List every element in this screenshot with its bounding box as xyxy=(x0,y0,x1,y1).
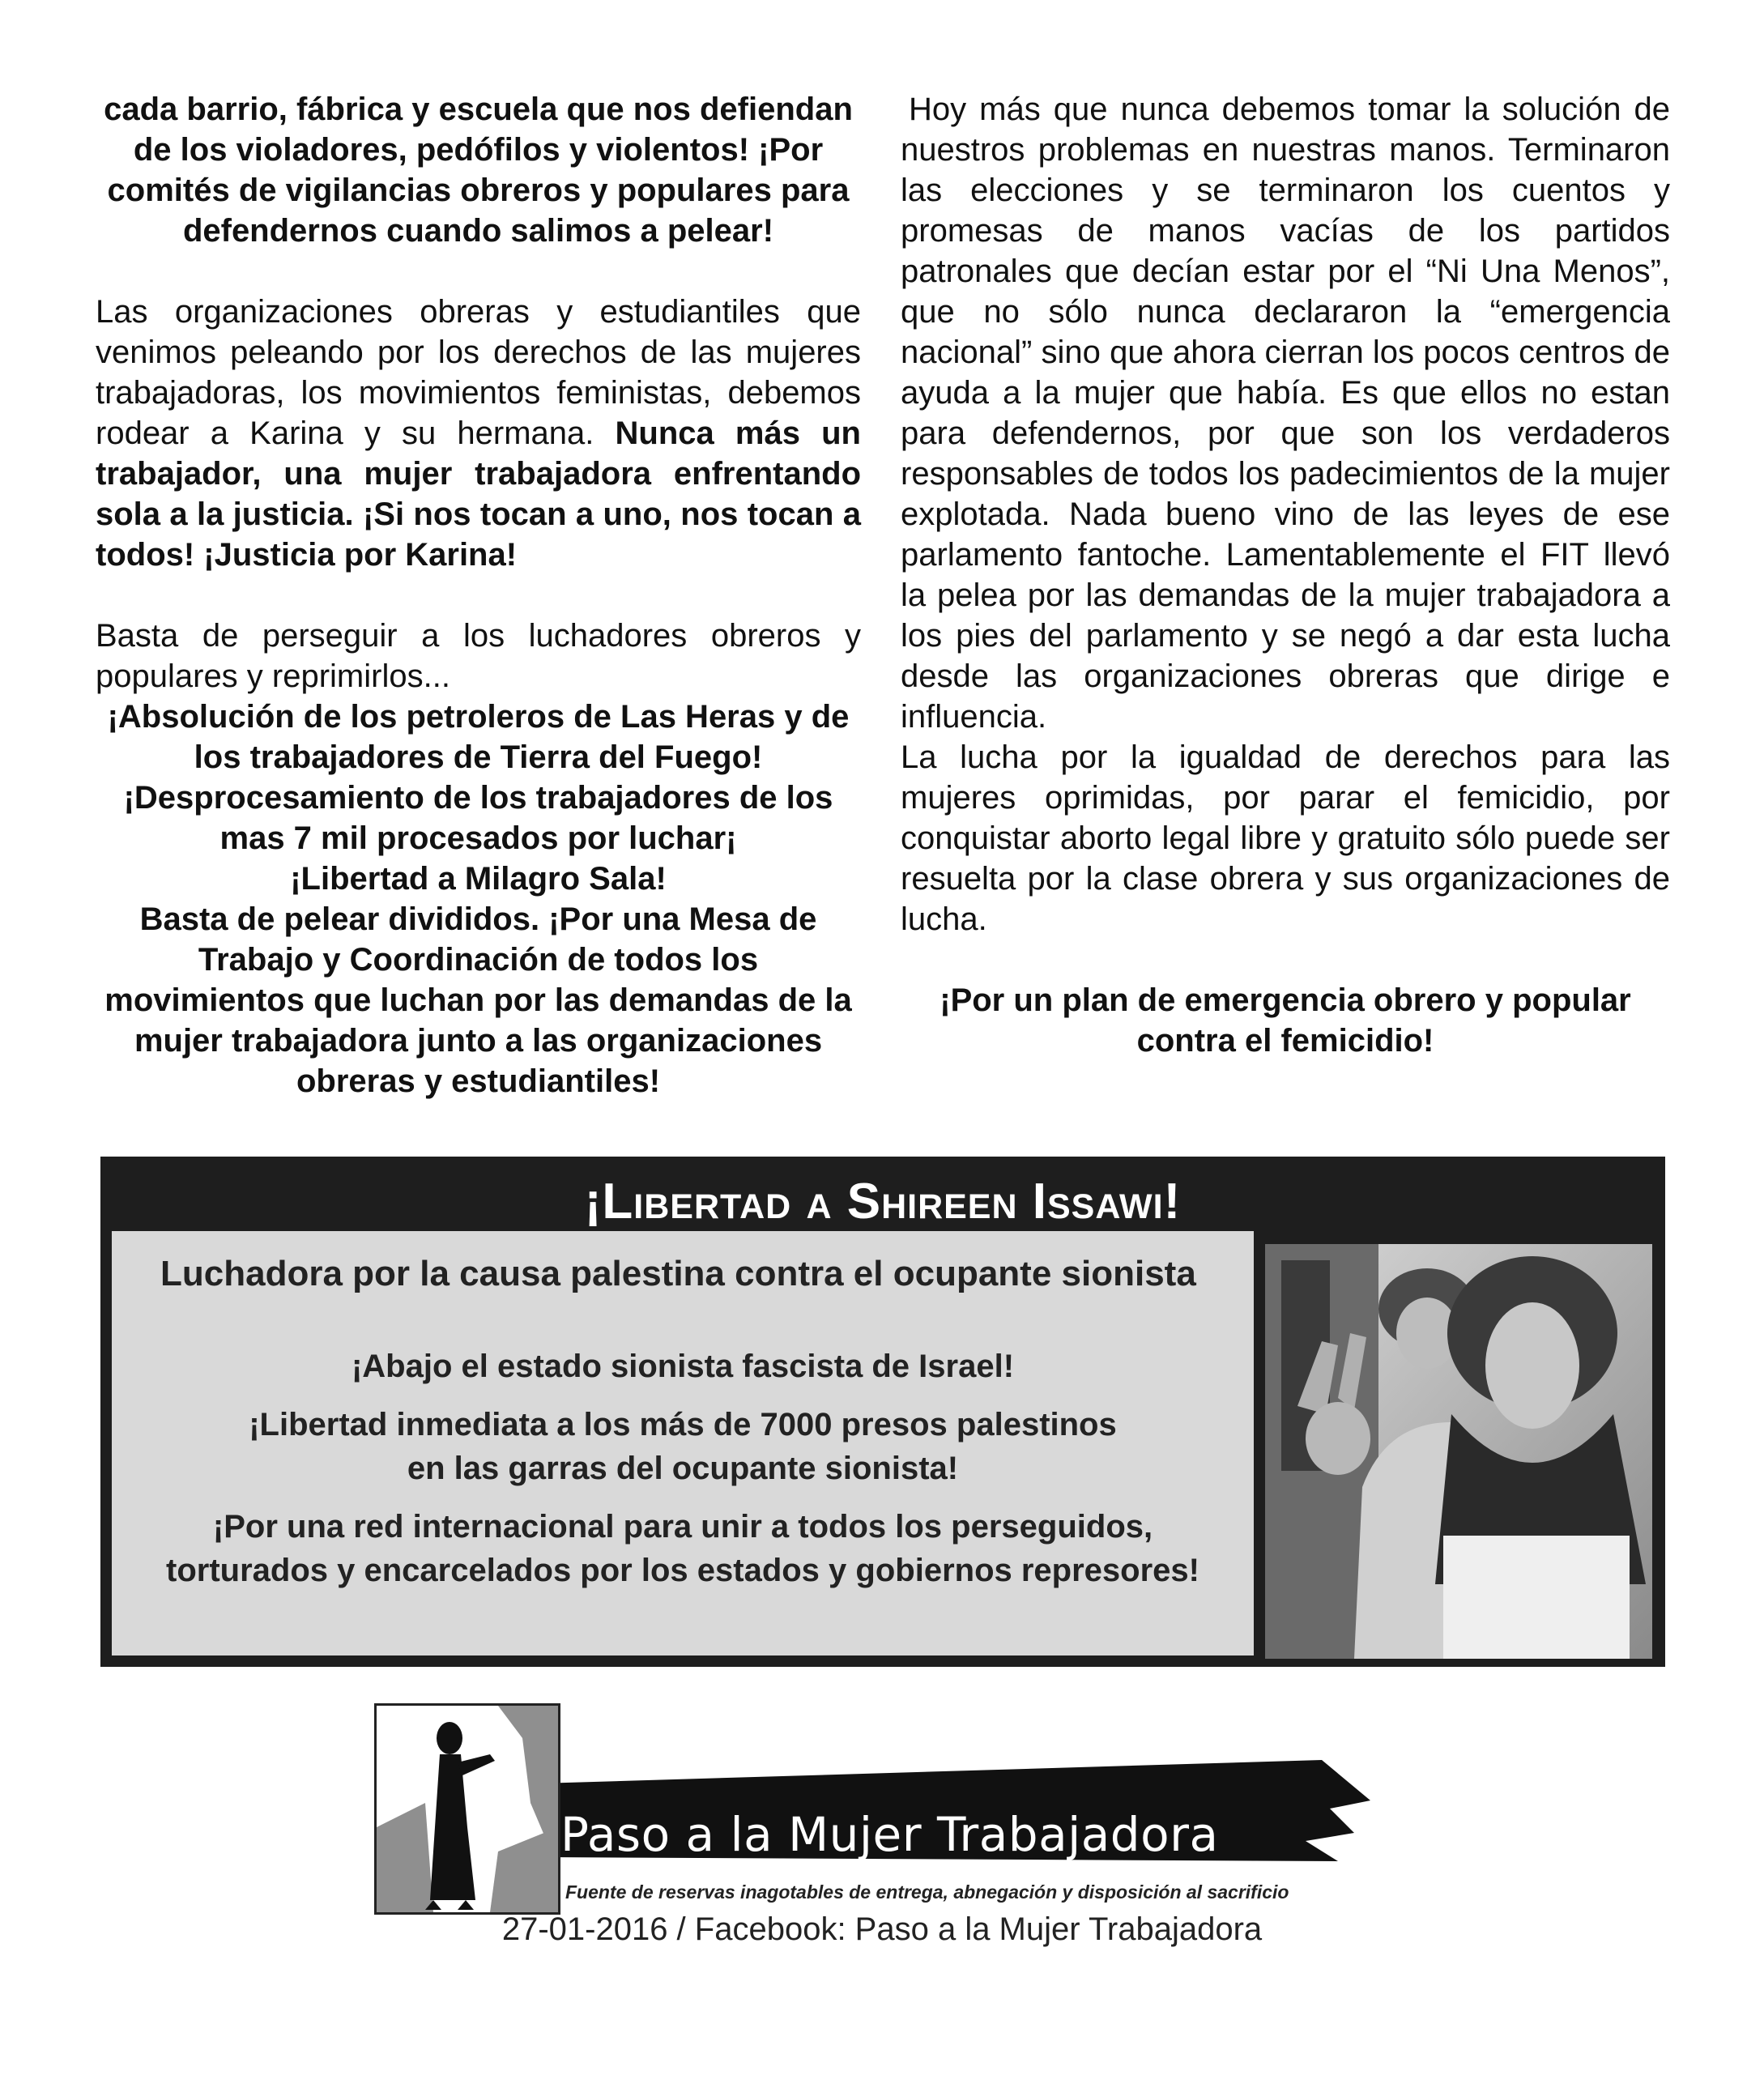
left-paragraph-2-bold: Nunca más un trabajador, una mujer trabajadora enfrentando sola a la justicia. ¡Si nos tocan a uno, nos tocan a todos! ¡Justicia por Karina! xyxy=(96,415,861,573)
left-column xyxy=(96,89,861,1102)
left-paragraph-3: Basta de perseguir a los luchadores obreros y populares y reprimirlos... xyxy=(96,618,861,694)
left-paragraph-2-regular: Las organizaciones obreras y estudiantiles que venimos peleando por los derechos de las mujeres trabajadoras, los movimientos feministas, debemos rodear a Karina y su hermana. xyxy=(96,294,861,451)
banner-line-3a: ¡Por una red internacional para unir a todos los perseguidos, xyxy=(212,1509,1153,1545)
banner-panel xyxy=(112,1231,1254,1655)
libertad-banner xyxy=(100,1157,1665,1667)
banner-line-3b: torturados y encarcelados por los estados y gobiernos represores! xyxy=(166,1553,1199,1588)
left-paragraph-1: cada barrio, fábrica y escuela que nos defiendan de los violadores, pedófilos y violentos! ¡Por comités de vigilancias obreros y populares para defendernos cuando salimos a pelear! xyxy=(104,92,853,249)
banner-title: ¡Libertad a Shireen Issawi! xyxy=(584,1174,1182,1229)
paso-logo xyxy=(374,1703,1378,1914)
banner-subtitle: Luchadora por la causa palestina contra el ocupante sionista xyxy=(160,1254,1196,1293)
right-paragraph-2: La lucha por la igualdad de derechos para las mujeres oprimidas, por parar el femicidio, por conquistar aborto legal libre y gratuito sólo puede ser resuelta por la clase obrera y sus organizaciones de lucha. xyxy=(901,739,1670,937)
right-paragraph-1: Hoy más que nunca debemos tomar la solución de nuestros problemas en nuestras manos. Terminaron las elecciones y se terminaron los cuentos y promesas de manos vacías de los partidos patronales que decían estar por el “Ni Una Menos”, que no sólo nunca declararon la “emergencia nacional” sino que ahora cierran los pocos centros de ayuda a la mujer que había. Es que ellos no estan para defendernos, por que son los verdaderos responsables de todos los padecimientos de la mujer explotada. Nada bueno vino de las leyes de ese parlamento fantoche. Lamentablemente el FIT llevó la pelea por las demandas de la mujer trabajadora a los pies del parlamento y se negó a dar esta lucha desde las organizaciones obreras que dirige e influencia. xyxy=(901,92,1670,735)
logo-name: Paso a la Mujer Trabajadora xyxy=(560,1807,1219,1862)
left-paragraph-2 xyxy=(96,292,861,575)
right-paragraph-3: ¡Por un plan de emergencia obrero y popular contra el femicidio! xyxy=(940,982,1631,1059)
footer-date-facebook: 27-01-2016 / Facebook: Paso a la Mujer Trabajadora xyxy=(501,1911,1263,1947)
woman-figure-illustration xyxy=(374,1703,560,1915)
right-column xyxy=(901,89,1670,1061)
banner-line-2a: ¡Libertad inmediata a los más de 7000 presos palestinos xyxy=(249,1407,1117,1442)
left-paragraph-6: Basta de pelear divididos. ¡Por una Mesa de Trabajo y Coordinación de todos los movimientos que luchan por las demandas de la mujer trabajadora junto a las organizaciones obreras y estudiantiles! xyxy=(104,901,852,1099)
left-paragraph-4: ¡Absolución de los petroleros de Las Heras y de los trabajadores de Tierra del Fuego!¡Desprocesamiento de los trabajadores de los mas 7 mil procesados por luchar¡ xyxy=(107,699,850,856)
logo-tagline: Fuente de reservas inagotables de entrega, abnegación y disposición al sacrificio xyxy=(565,1881,1289,1903)
banner-line-2b: en las garras del ocupante sionista! xyxy=(407,1451,959,1486)
protester-photo xyxy=(1265,1244,1652,1659)
left-paragraph-5: ¡Libertad a Milagro Sala! xyxy=(290,861,667,897)
banner-line-1: ¡Abajo el estado sionista fascista de Israel! xyxy=(351,1349,1015,1384)
